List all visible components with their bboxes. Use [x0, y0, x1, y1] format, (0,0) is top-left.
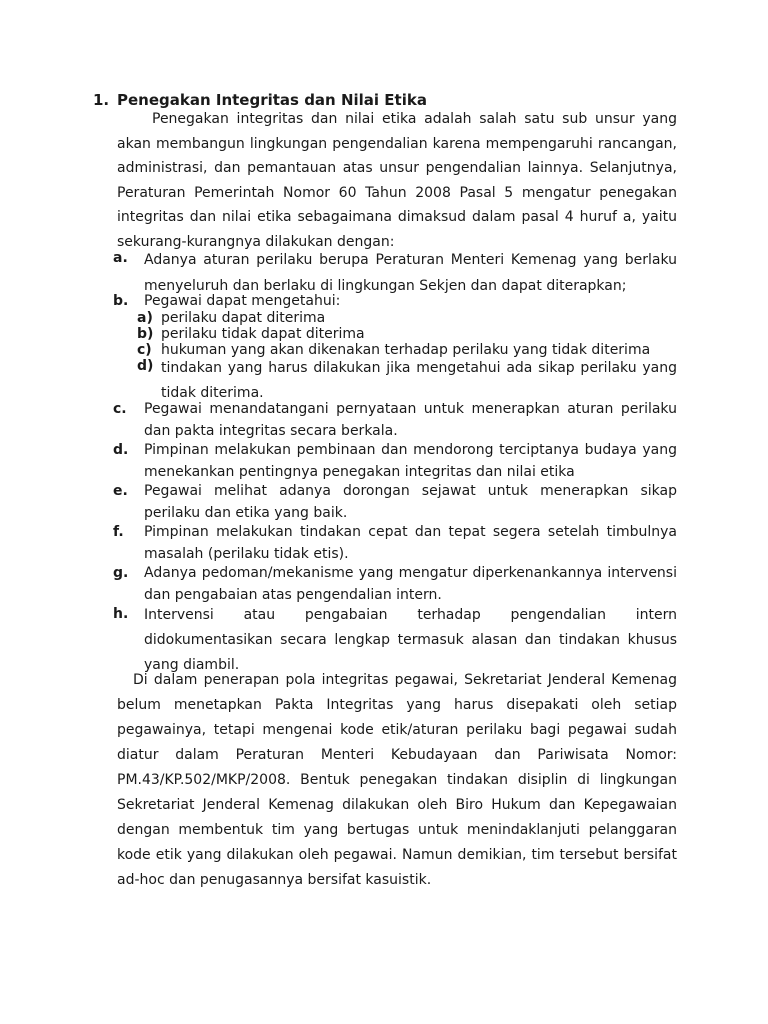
list-item-c [113, 398, 677, 442]
section-number: 1. [93, 91, 110, 109]
list-text: Pimpinan melakukan tindakan cepat dan tepat segera setelah timbulnya masalah (perilaku tidak etis). [144, 524, 677, 562]
list-marker: g. [113, 565, 129, 581]
list-item-d [113, 439, 677, 483]
list-item-h [113, 603, 677, 678]
sub-text: hukuman yang akan dikenakan terhadap perilaku yang tidak diterima [161, 342, 651, 358]
list-marker: h. [113, 606, 129, 622]
closing-paragraph [117, 668, 677, 893]
list-item-g [113, 562, 677, 606]
sub-text: perilaku dapat diterima [161, 310, 326, 326]
list-marker: b. [113, 293, 129, 309]
list-text: Pegawai melihat adanya dorongan sejawat untuk menerapkan sikap perilaku dan etika yang baik. [144, 483, 677, 521]
section-title: Penegakan Integritas dan Nilai Etika [117, 91, 427, 109]
sub-text: tindakan yang harus dilakukan jika mengetahui ada sikap perilaku yang tidak diterima. [161, 360, 677, 401]
sub-marker: c) [137, 342, 152, 358]
list-text: Pegawai dapat mengetahui: [144, 293, 341, 309]
list-marker: f. [113, 524, 124, 540]
list-item-f [113, 521, 677, 565]
closing-text: Di dalam penerapan pola integritas pegawai, Sekretariat Jenderal Kemenag belum menetapkan Pakta Integritas yang harus disepakati oleh setiap pegawainya, tetapi mengenai kode etik/aturan perilaku bagi pegawai sudah diatur dalam Peraturan Menteri Kebudayaan dan Pariwisata Nomor: PM.43/KP.502/MKP/2008. Bentuk penegakan tindakan disiplin di lingkungan Sekretariat Jenderal Kemenag dilakukan oleh Biro Hukum dan Kepegawaian dengan membentuk tim yang bertugas untuk menindaklanjuti pelanggaran kode etik yang dilakukan oleh pegawai. Namun demikian, tim tersebut bersifat ad-hoc dan penugasannya bersifat kasuistik. [117, 672, 677, 888]
list-text: Intervensi atau pengabaian terhadap pengendalian intern didokumentasikan secara lengkap termasuk alasan dan tindakan khusus yang diambil. [144, 607, 677, 673]
sub-marker: d) [137, 358, 154, 374]
sub-text: perilaku tidak dapat diterima [161, 326, 365, 342]
list-marker: c. [113, 401, 127, 417]
list-marker: d. [113, 442, 129, 458]
intro-text: Penegakan integritas dan nilai etika adalah salah satu sub unsur yang akan membangun lingkungan pengendalian karena mempengaruhi rancangan, administrasi, dan pemantauan atas unsur pengendalian lainnya. Selanjutnya, Peraturan Pemerintah Nomor 60 Tahun 2008 Pasal 5 mengatur penegakan integritas dan nilai etika sebagaimana dimaksud dalam pasal 4 huruf a, yaitu sekurang-kurangnya dilakukan dengan: [117, 111, 677, 250]
list-text: Pegawai menandatangani pernyataan untuk menerapkan aturan perilaku dan pakta integritas secara berkala. [144, 401, 677, 439]
sub-marker: b) [137, 326, 154, 342]
list-marker: e. [113, 483, 128, 499]
sub-marker: a) [137, 310, 153, 326]
intro-paragraph [117, 107, 677, 254]
list-text: Adanya aturan perilaku berupa Peraturan Menteri Kemenag yang berlaku menyeluruh dan berlaku di lingkungan Sekjen dan dapat diterapkan; [144, 252, 677, 294]
list-marker: a. [113, 250, 128, 266]
list-text: Adanya pedoman/mekanisme yang mengatur diperkenankannya intervensi dan pengabaian atas pengendalian intern. [144, 565, 677, 603]
list-item-e [113, 480, 677, 524]
list-text: Pimpinan melakukan pembinaan dan mendorong terciptanya budaya yang menekankan pentingnya penegakan integritas dan nilai etika [144, 442, 677, 480]
